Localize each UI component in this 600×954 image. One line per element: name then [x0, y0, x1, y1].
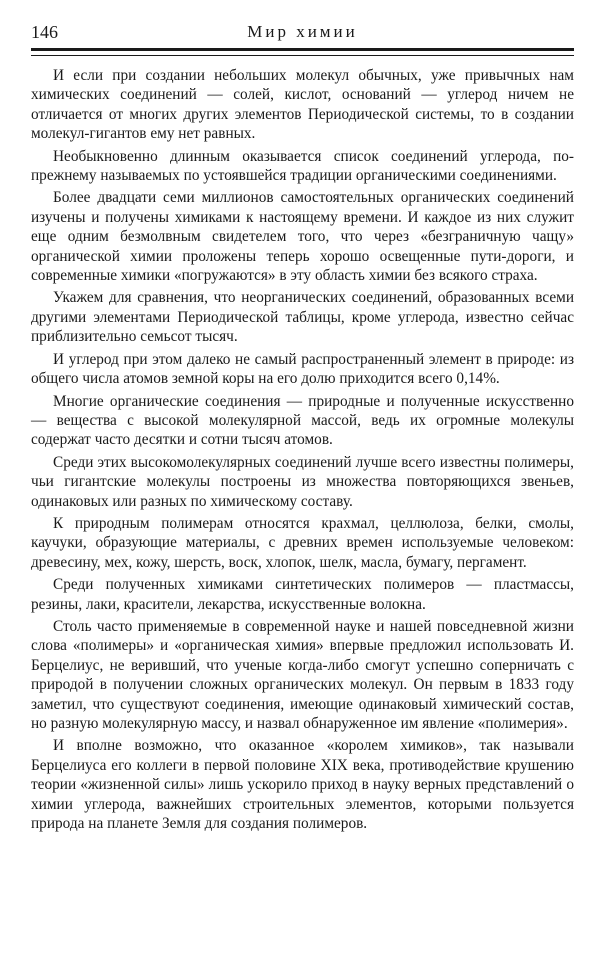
paragraph: Многие органические соединения — природные и полученные искусственно — вещества с высокой молекулярной массой, ведь их огромные молекулы содержат часто десятки и сотни тысяч атомов.: [31, 392, 574, 449]
paragraph: И вполне возможно, что оказанное «королем химиков», так называли Берцелиуса его коллеги в первой половине XIX века, противодействие крушению теории «жизненной силы» лишь ускорило приход в науку верных представлений о химии углерода, важнейших строительных элементов, которыми пользуется природа на планете Земля для создания полимеров.: [31, 737, 574, 833]
paragraph: К природным полимерам относятся крахмал, целлюлоза, белки, смолы, каучуки, образующие материалы, с древних времен используемые человеком: древесину, мех, кожу, шерсть, воск, хлопок, шелк, масла, бумагу, пергамент.: [31, 514, 574, 571]
paragraph: Среди этих высокомолекулярных соединений лучше всего известны полимеры, чьи гигантские молекулы построены из множества повторяющихся звеньев, одинаковых или разных по химическому составу.: [31, 453, 574, 510]
paragraph: Столь часто применяемые в современной науке и нашей повседневной жизни слова «полимеры» и «органическая химия» впервые предложил использовать И. Берцелиус, не веривший, что ученые когда-либо смогут успешно соперничать с природой в получении сложных органических молекул. Он первым в 1833 году заметил, что существуют соединения, имеющие одинаковый химический состав, но разную молекулярную массу, и назвал обнаруженное им явление «полимерия».: [31, 617, 574, 732]
paragraph: Более двадцати семи миллионов самостоятельных органических соединений изучены и получены химиками к настоящему времени. И каждое из них служит еще одним безмолвным свидетелем того, что через «безграничную чащу» органической химии проложены теперь хорошо освещенные пути-дороги, и современные химики «погружаются» в эту область химии без всякого страха.: [31, 189, 574, 285]
paragraph: Необыкновенно длинным оказывается список соединений углерода, по-прежнему называемых по устоявшейся традиции органическими соединениями.: [31, 147, 574, 185]
running-title: Мир химии: [247, 22, 358, 41]
page-number: 146: [31, 22, 58, 42]
paragraph: И углерод при этом далеко не самый распространенный элемент в природе: из общего числа атомов земной коры на его долю приходится всего 0,14%.: [31, 350, 574, 388]
header-rule: [31, 48, 574, 56]
body-text: [31, 66, 574, 836]
paragraph: И если при создании небольших молекул обычных, уже привычных нам химических соединений — солей, кислот, оснований — углерод ничем не отличается от многих других элементов Периодической системы, то в создании молекул-гигантов ему нет равных.: [31, 67, 574, 143]
paragraph: Среди полученных химиками синтетических полимеров — пластмассы, резины, лаки, красители, лекарства, искусственные волокна.: [31, 576, 574, 613]
paragraph: Укажем для сравнения, что неорганических соединений, образованных всеми другими элементами Периодической таблицы, кроме углерода, известно сейчас приблизительно семьсот тысяч.: [31, 289, 574, 346]
page-header: [31, 20, 574, 50]
